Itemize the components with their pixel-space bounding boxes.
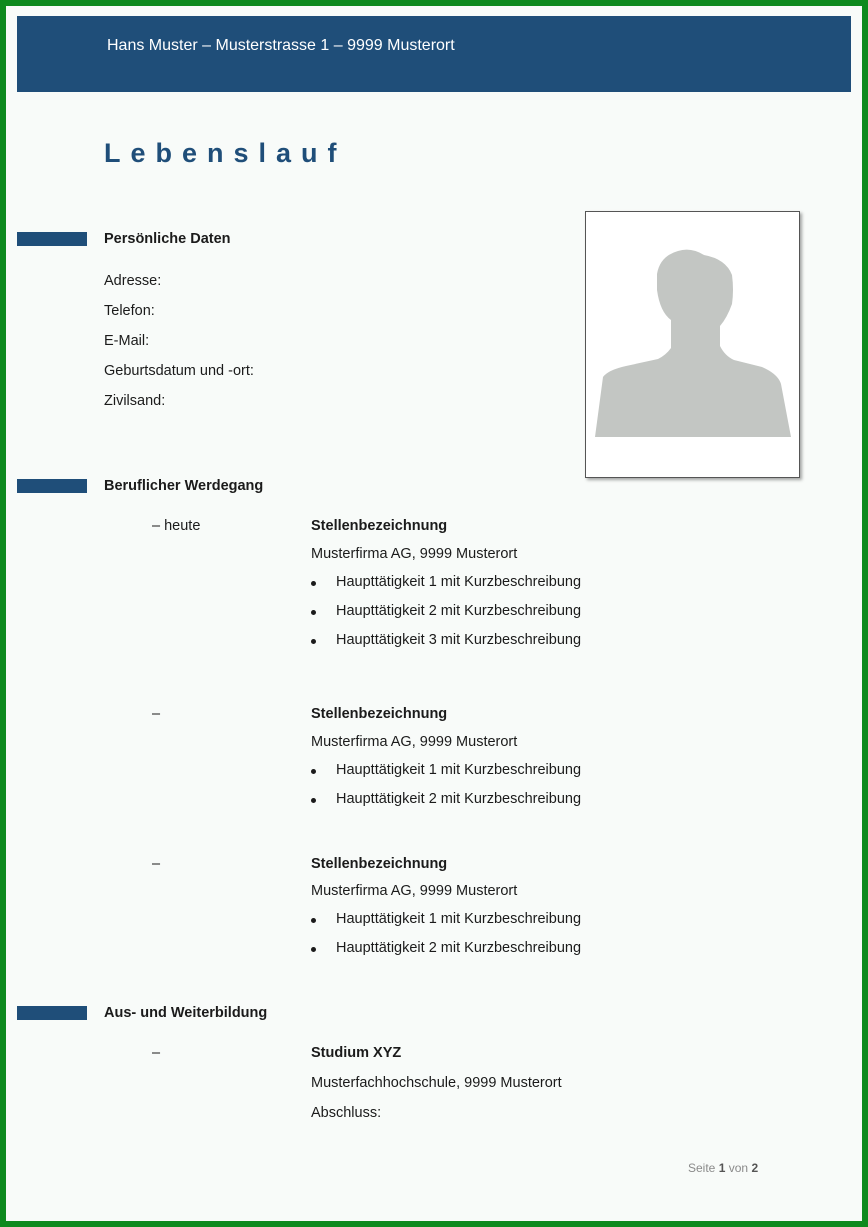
section-heading-personal: Persönliche Daten [104, 231, 231, 247]
bullet-icon [311, 610, 316, 615]
job-date: – [152, 706, 161, 722]
photo-placeholder [585, 211, 800, 478]
job-company: Musterfirma AG, 9999 Musterort [311, 883, 518, 899]
education-date: – [152, 1045, 161, 1061]
page-number-current: 1 [718, 1161, 726, 1175]
page-number-total: 2 [751, 1161, 759, 1175]
bullet-icon [311, 947, 316, 952]
section-marker-career [17, 479, 87, 493]
job-task: Haupttätigkeit 1 mit Kurzbeschreibung [336, 574, 582, 590]
bullet-icon [311, 639, 316, 644]
job-task: Haupttätigkeit 2 mit Kurzbeschreibung [336, 603, 582, 619]
page-title: Lebenslauf [104, 138, 347, 168]
job-date: – heute [152, 518, 201, 534]
field-label-address: Adresse: [104, 273, 162, 289]
page-number-prefix: Seite [688, 1161, 716, 1175]
field-label-phone: Telefon: [104, 303, 155, 319]
job-title: Stellenbezeichnung [311, 518, 448, 534]
education-degree: Abschluss: [311, 1105, 382, 1121]
field-label-birth: Geburtsdatum und -ort: [104, 363, 254, 379]
job-date: – [152, 856, 161, 872]
job-company: Musterfirma AG, 9999 Musterort [311, 546, 518, 562]
education-school: Musterfachhochschule, 9999 Musterort [311, 1075, 562, 1091]
header-text: Hans Muster – Musterstrasse 1 – 9999 Musterort [107, 37, 455, 54]
job-task: Haupttätigkeit 1 mit Kurzbeschreibung [336, 911, 582, 927]
job-task: Haupttätigkeit 2 mit Kurzbeschreibung [336, 791, 582, 807]
job-task: Haupttätigkeit 3 mit Kurzbeschreibung [336, 632, 582, 648]
field-label-civil-status: Zivilsand: [104, 393, 166, 409]
bullet-icon [311, 918, 316, 923]
job-company: Musterfirma AG, 9999 Musterort [311, 734, 518, 750]
bullet-icon [311, 798, 316, 803]
section-heading-career: Beruflicher Werdegang [104, 478, 264, 494]
job-title: Stellenbezeichnung [311, 706, 448, 722]
section-marker-education [17, 1006, 87, 1020]
page-number-middle: von [728, 1161, 749, 1175]
page-number [688, 1161, 758, 1175]
job-title: Stellenbezeichnung [311, 856, 448, 872]
section-heading-education: Aus- und Weiterbildung [104, 1005, 268, 1021]
field-label-email: E-Mail: [104, 333, 150, 349]
section-marker-personal [17, 232, 87, 246]
bullet-icon [311, 581, 316, 586]
job-task: Haupttätigkeit 1 mit Kurzbeschreibung [336, 762, 582, 778]
person-silhouette-icon [586, 212, 799, 477]
bullet-icon [311, 769, 316, 774]
education-title: Studium XYZ [311, 1045, 402, 1061]
job-task: Haupttätigkeit 2 mit Kurzbeschreibung [336, 940, 582, 956]
